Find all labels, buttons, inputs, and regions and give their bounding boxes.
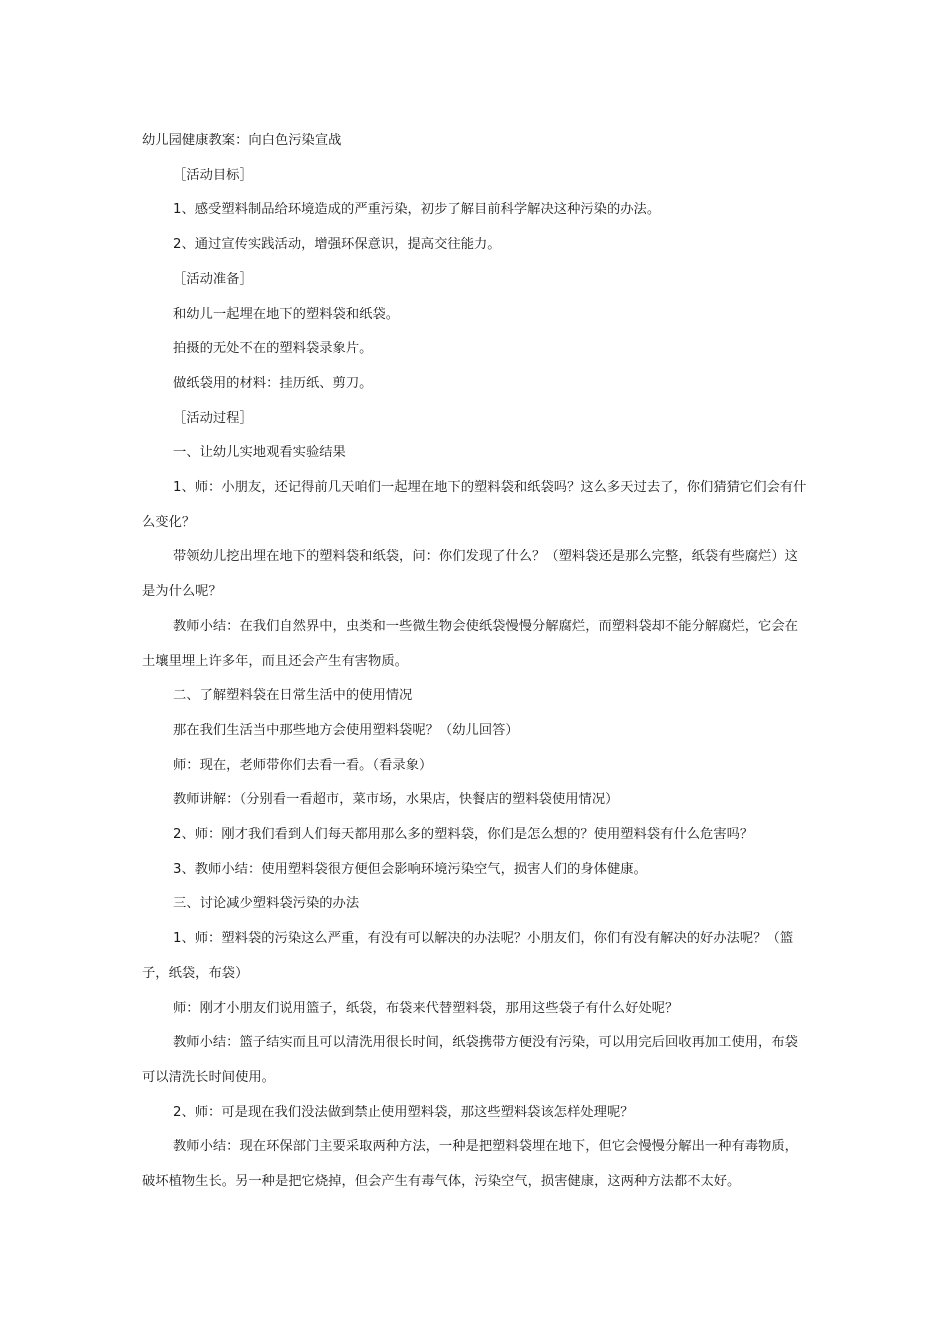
paragraph: 教师小结：在我们自然界中，虫类和一些微生物会使纸袋慢慢分解腐烂，而塑料袋却不能分解腐烂，它会在土壤里埋上许多年，而且还会产生有害物质。 — [142, 618, 798, 669]
subsection-heading: 二、了解塑料袋在日常生活中的使用情况 — [173, 688, 413, 704]
paragraph: 教师小结：现在环保部门主要采取两种方法，一种是把塑料袋埋在地下，但它会慢慢分解出一种有毒物质，破坏植物生长。另一种是把它烧掉，但会产生有毒气体，污染空气，损害健康，这两种方法都不太好。 — [142, 1139, 798, 1190]
paragraph: 1、感受塑料制品给环境造成的严重污染，初步了解目前科学解决这种污染的办法。 — [173, 202, 661, 218]
paragraph: 师：现在，老师带你们去看一看。（看录象） — [173, 757, 433, 773]
document-title: 幼儿园健康教案：向白色污染宣战 — [142, 133, 342, 148]
paragraph: 和幼儿一起埋在地下的塑料袋和纸袋。 — [173, 306, 400, 322]
section-heading-preparation: ［活动准备］ — [173, 271, 253, 287]
paragraph: 做纸袋用的材料：挂历纸、剪刀。 — [173, 375, 373, 391]
paragraph: 教师讲解：（分别看一看超市，菜市场，水果店，快餐店的塑料袋使用情况） — [173, 792, 619, 808]
paragraph: 拍摄的无处不在的塑料袋录象片。 — [173, 341, 373, 357]
subsection-heading: 三、讨论减少塑料袋污染的办法 — [173, 896, 360, 912]
paragraph: 教师小结：篮子结实而且可以清洗用很长时间，纸袋携带方便没有污染，可以用完后回收再加工使用，布袋可以清洗长时间使用。 — [142, 1035, 798, 1085]
paragraph: 2、师：可是现在我们没法做到禁止使用塑料袋，那这些塑料袋该怎样处理呢？ — [173, 1104, 634, 1120]
paragraph: 1、师：小朋友，还记得前几天咱们一起埋在地下的塑料袋和纸袋吗？这么多天过去了，你们猜猜它们会有什么变化？ — [142, 480, 807, 530]
paragraph: 师：刚才小朋友们说用篮子，纸袋，布袋来代替塑料袋，那用这些袋子有什么好处呢？ — [173, 1000, 679, 1016]
section-heading-process: ［活动过程］ — [173, 410, 253, 426]
paragraph: 带领幼儿挖出埋在地下的塑料袋和纸袋，问：你们发现了什么？（塑料袋还是那么完整，纸袋有些腐烂）这是为什么呢？ — [142, 549, 798, 600]
subsection-heading: 一、让幼儿实地观看实验结果 — [173, 445, 346, 461]
paragraph: 那在我们生活当中那些地方会使用塑料袋呢？（幼儿回答） — [173, 722, 519, 738]
section-heading-goals: ［活动目标］ — [173, 167, 253, 183]
paragraph: 2、通过宣传实践活动，增强环保意识，提高交往能力。 — [173, 237, 501, 253]
paragraph: 3、教师小结：使用塑料袋很方便但会影响环境污染空气，损害人们的身体健康。 — [173, 861, 647, 877]
paragraph: 2、师：刚才我们看到人们每天都用那么多的塑料袋，你们是怎么想的？使用塑料袋有什么危害吗？ — [173, 827, 754, 843]
document-body — [142, 124, 810, 1200]
paragraph: 1、师：塑料袋的污染这么严重，有没有可以解决的办法呢？小朋友们，你们有没有解决的好办法呢？（篮子，纸袋，布袋） — [142, 931, 794, 981]
